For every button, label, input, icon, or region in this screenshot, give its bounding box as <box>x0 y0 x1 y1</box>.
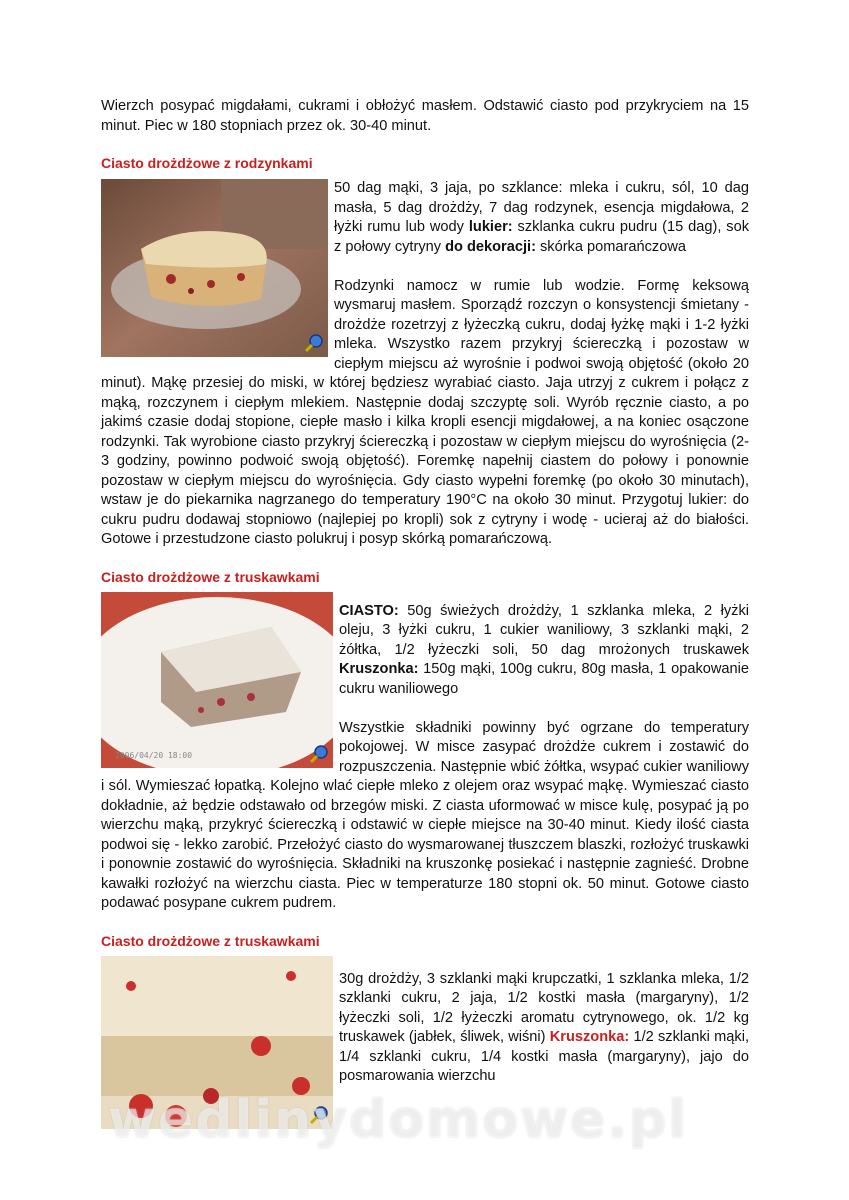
photo-date-stamp: 2006/04/20 18:00 <box>115 750 193 760</box>
photo-raisin-cake <box>101 179 328 357</box>
intro-paragraph: Wierzch posypać migdałami, cukrami i obłożyć masłem. Odstawić ciasto pod przykryciem na 15 minut. Piec w 180 stopniach przez ok. 30-40 minut. <box>101 98 749 134</box>
recipe-ingredients: 50 dag mąki, 3 jaja, po szklance: mleka i cukru, sól, 10 dag masła, 5 dag drożdży, 7 dag rodzynek, esencja migdałowa, 2 łyżki rumu lub wody lukier: szklanka cukru pudru (15 dag), sok z połowy cytryny do dekoracji: skórka pomarańczowa <box>334 180 749 255</box>
recipe-title: Ciasto drożdżowe z rodzynkami <box>101 155 313 171</box>
photo-strawberry-cake-1 <box>101 592 333 768</box>
zoom-magnifier-icon[interactable] <box>303 332 325 354</box>
zoom-magnifier-icon[interactable] <box>308 743 330 765</box>
zoom-magnifier-icon[interactable] <box>308 1104 330 1126</box>
recipe-title: Ciasto drożdżowe z truskawkami <box>101 932 320 949</box>
photo-strawberry-cake-2 <box>101 956 333 1129</box>
recipe-title: Ciasto drożdżowe z truskawkami <box>101 568 320 585</box>
recipe-method: Rodzynki namocz w rumie lub wodzie. Formę keksową wysmaruj masłem. Sporządź rozczyn o konsystencji śmietany - drożdże rozetrzyj z łyżeczką cukru, dodaj łyżkę mąki i 1-2 łyżki mleka. Wszystko razem przykryj ściereczką i pozostaw w ciepłym miejscu aż wyrośnie i podwoi swoją objętość (około 20 minut). Mąkę przesiej do miski, w której będziesz wyrabiać ciasto. Jaja utrzyj z cukrem i połącz z mąką, rozczynem i ciepłym mlekiem. Następnie dodaj szczyptę soli. Wyrób ręcznie ciasto, a po jakimś czasie dodaj stopione, ciepłe masło i kilka kropli esencji migdałowej, a na koniec osączone rodzynki. Tak wyrobione ciasto przykryj ściereczką i pozostaw w ciepłym miejscu do wyrośnięcia (2-3 godziny, powinno podwoić swoją objętość). Foremkę napełnij ciastem do połowy i ponownie pozostaw w ciepłym miejscu do wyrośnięcia. Gdy ciasto wypełni foremkę (po około 30 minutach), wstaw je do piekarnika nagrzanego do temperatury 190°C na około 30 minut. Przygotuj lukier: do cukru pudru dodawaj stopniowo (najlepiej po kropli) sok z cytryny i wodę - ucieraj aż do białości. Gotowe i przestudzone ciasto polukruj i posyp skórką pomarańczową. <box>101 277 749 547</box>
recipe-strawberry-cake-2 <box>101 932 749 1129</box>
recipe-ingredients: 30g drożdży, 3 szklanki mąki krupczatki, 1 szklanka mleka, 1/2 szklanki cukru, 2 jaja, 1/2 kostki masła (margaryny), 1/2 łyżeczki soli, 1/2 łyżeczki aromatu cytrynowego, ok. 1/2 kg truskawek (jabłek, śliwek, wiśni) Kruszonka: 1/2 szklanki mąki, 1/4 szklanki cukru, 1/4 kostki masła (margaryny), jajo do posmarowania wierzchu <box>339 970 749 1084</box>
document-page <box>101 97 749 1129</box>
recipe-strawberry-cake-1 <box>101 568 749 914</box>
recipe-ingredients: CIASTO: 50g świeżych drożdży, 1 szklanka mleka, 2 łyżki oleju, 3 łyżki cukru, 1 cukier waniliowy, 3 szklanki mąki, 2 żółtka, 1/2 łyżeczki soli, 50 dag mrożonych truskawek Kruszonka: 150g mąki, 100g cukru, 80g masła, 1 opakowanie cukru waniliowego <box>339 602 749 697</box>
site-watermark: wedlinydomowe.pl <box>108 1090 689 1150</box>
recipe-raisin-cake <box>101 154 749 550</box>
recipe-method: Wszystkie składniki powinny być ogrzane do temperatury pokojowej. W misce zasypać drożdże cukrem i zostawić do rozpuszczenia. Następnie wbić żółtka, wsypać cukier waniliowy i sól. Wymieszać łopatką. Kolejno wlać ciepłe mleko z olejem oraz wsypać mąkę. Wymieszać ciasto dokładnie, aż będzie odstawało od brzegów miski. Z ciasta uformować w misce kulę, posypać ją po wierzchu mąką, przykryć ściereczką i odstawić w ciepłe miejsce na 30-40 minut. Kiedy ilość ciasta podwoi się - lekko zarobić. Przełożyć ciasto do wysmarowanej tłuszczem blaszki, rozłożyć truskawki i ponownie zostawić do wyrośnięcia. Składniki na kruszonkę posiekać i następnie zagnieść. Drobne kawałki rozłożyć na wierzchu ciasta. Piec w temperaturze 180 stopni ok. 50 minut. Gotowe ciasto podawać posypane cukrem pudrem. <box>101 719 749 911</box>
